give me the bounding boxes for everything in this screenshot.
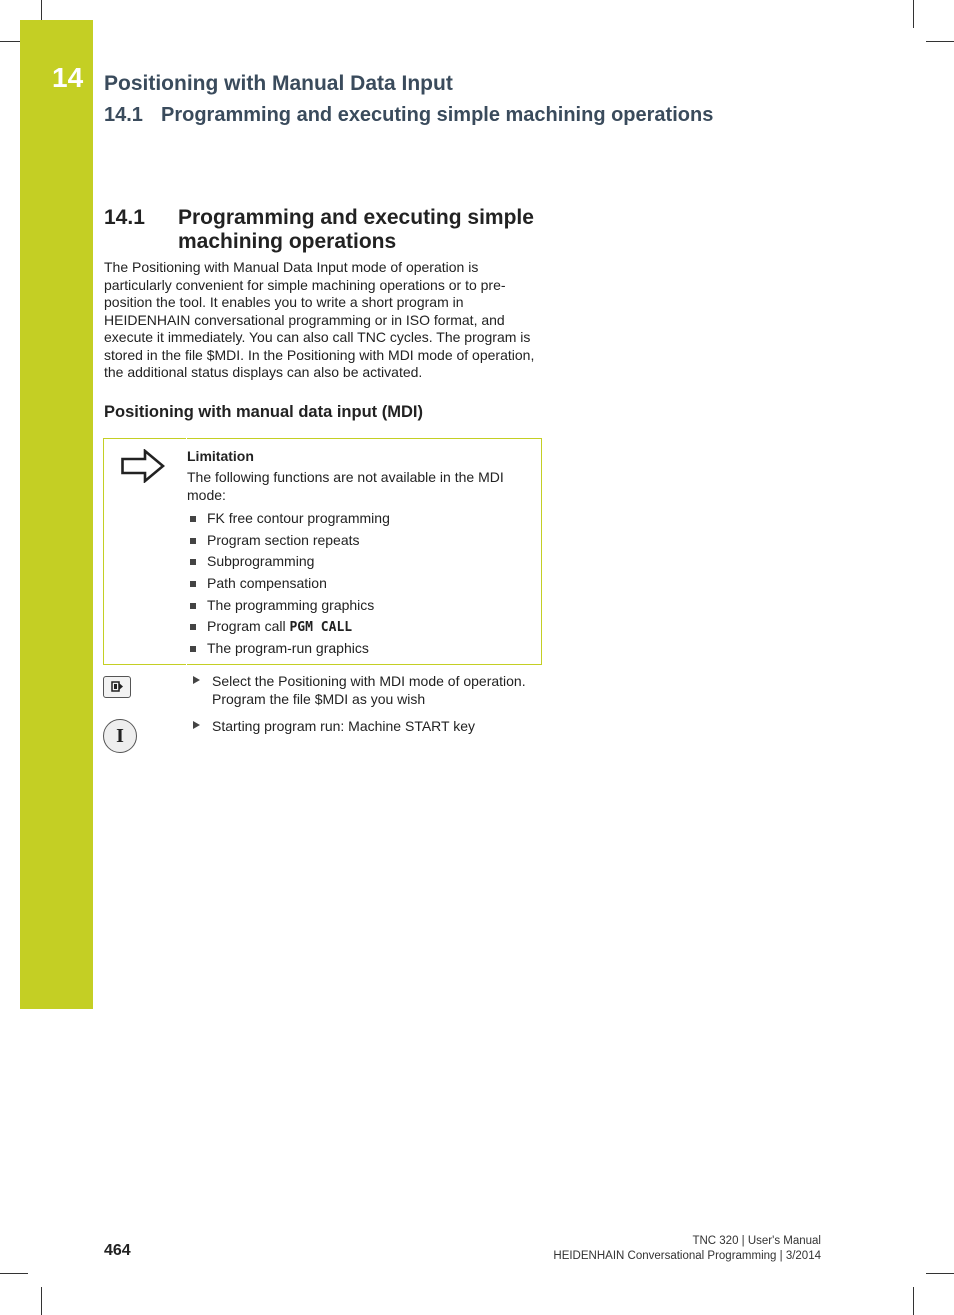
note-content	[187, 447, 532, 660]
list-item: FK free contour programming	[187, 508, 532, 530]
crop-mark	[913, 0, 914, 28]
list-item: Subprogramming	[187, 551, 532, 573]
list-item: Path compensation	[187, 573, 532, 595]
crop-mark	[41, 1287, 42, 1315]
crop-mark	[0, 41, 20, 42]
running-section-number: 14.1	[104, 104, 143, 126]
list-item: The program-run graphics	[187, 638, 532, 660]
list-item: Program call PGM CALL	[187, 616, 532, 638]
pgm-call-code: PGM CALL	[289, 620, 353, 636]
step-start-run	[193, 717, 533, 735]
step-text: Select the Positioning with MDI mode of operation. Program the file $MDI as you wish	[212, 673, 526, 707]
mdi-glyph-icon	[104, 677, 130, 697]
mdi-mode-key-icon[interactable]	[103, 676, 131, 698]
section-number: 14.1	[104, 206, 145, 229]
section-heading	[104, 206, 544, 254]
footer-info	[553, 1234, 821, 1263]
chapter-sidebar	[20, 20, 93, 1009]
list-item: The programming graphics	[187, 595, 532, 617]
step-arrow-icon	[193, 721, 200, 729]
page-number: 464	[104, 1242, 131, 1259]
footer-line-2: HEIDENHAIN Conversational Programming | 3/2014	[553, 1249, 821, 1262]
section-body: The Positioning with Manual Data Input mode of operation is particularly convenient for simple machining operations or to pre-position the tool. It enables you to write a short program in HEIDENHAIN conversational programming or in ISO format, and execute it immediately. You can also call TNC cycles. The program is stored in the file $MDI. In the Positioning with MDI mode of operation, the additional status displays can also be activated.	[104, 259, 535, 380]
machine-start-key-icon[interactable]	[103, 719, 137, 753]
running-chapter-title: Positioning with Manual Data Input	[104, 72, 453, 95]
footer-line-1: TNC 320 | User's Manual	[692, 1235, 821, 1247]
crop-mark	[0, 1273, 28, 1274]
step-text: Starting program run: Machine START key	[212, 718, 475, 734]
crop-mark	[926, 41, 954, 42]
running-section-text: Programming and executing simple machining operations	[161, 104, 714, 126]
subsection-heading: Positioning with manual data input (MDI)	[104, 403, 423, 421]
crop-mark	[926, 1273, 954, 1274]
step-arrow-icon	[193, 676, 200, 684]
running-section-title	[104, 104, 713, 127]
chapter-number: 14	[52, 62, 84, 93]
limitation-note	[103, 438, 542, 665]
arrow-right-icon	[121, 449, 165, 483]
crop-mark	[41, 0, 42, 20]
note-intro: The following functions are not available in the MDI mode:	[187, 469, 504, 503]
limitation-list	[187, 508, 532, 660]
note-title: Limitation	[187, 448, 254, 464]
list-item: Program section repeats	[187, 530, 532, 552]
step-select-mdi	[193, 672, 533, 708]
crop-mark	[913, 1287, 914, 1315]
section-title: Programming and executing simple machining operations	[178, 206, 534, 253]
start-key-label: I	[116, 725, 124, 747]
